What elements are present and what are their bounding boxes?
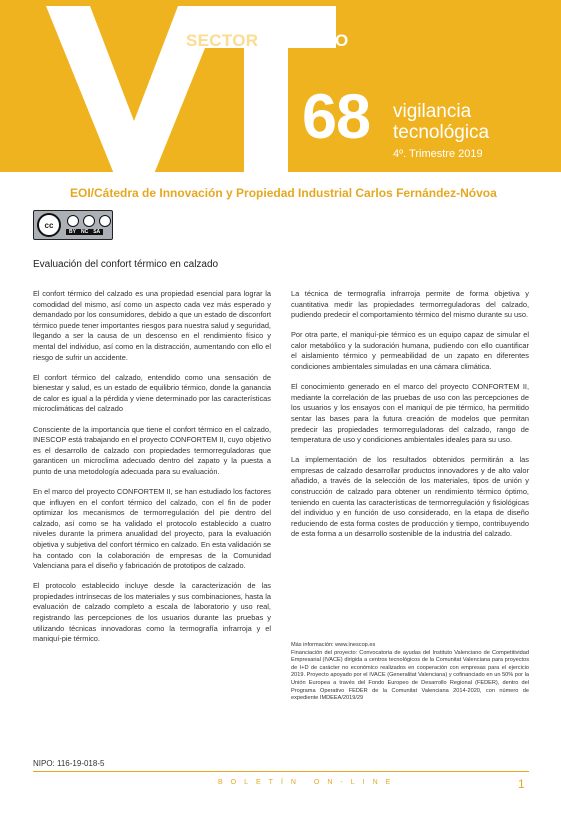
nc-icon [83, 215, 95, 227]
license-sa: SA [93, 229, 101, 235]
license-nc: NC [80, 229, 89, 235]
sa-icon [99, 215, 111, 227]
footer-label: BOLETÍN ON-LINE [218, 779, 399, 786]
issue-number: 68 [302, 82, 371, 152]
sector-name: CALZADO [263, 31, 349, 50]
organization-line: EOI/Cátedra de Innovación y Propiedad Industrial Carlos Fernández-Nóvoa [70, 186, 497, 200]
paragraph: El protocolo establecido incluye desde la caracterización de las propiedades intrínsecas de los materiales y sus combinaciones, hasta la evaluación de calzado completo a escala de laboratorio y uso real, registrando las percepciones de los usuarios durante las pruebas y utilizando técnicas innovadoras como la termografía infrarroja y el maniquí-pie térmico. [33, 581, 271, 644]
header-banner [0, 0, 561, 172]
paragraph: Por otra parte, el maniquí-pie térmico es un equipo capaz de simular el calor metabólico y la sudoración humana, pudiendo con ello cuantificar el aislamiento térmico y permeabilidad de un zapato en diferentes condiciones ambientales simuladas en una cámara climática. [291, 330, 529, 372]
paragraph: El confort térmico del calzado, entendido como una sensación de bienestar y salud, es un estado de equilibrio térmico, donde la ganancia de calor es igual a la pérdida y viene determinado por las características microclimáticas del calzado [33, 372, 271, 414]
paragraph: El conocimiento generado en el marco del proyecto CONFORTEM II, mediante la correlación de las pruebas de uso con las percepciones de los usuarios y los ensayos con el maniquí de pie térmico, ha permitido sentar las bases para la futura creación de modelos que permitan predecir las propiedades termorreguladoras del calzado, rango de temperatura de uso y condiciones ambientales ideales para su uso. [291, 382, 529, 445]
license-by: BY [69, 229, 76, 235]
paragraph: Consciente de la importancia que tiene el confort térmico en el calzado, INESCOP está trabajando en el proyecto CONFORTEM II, cuyo objetivo es el desarrollo de calzado con propiedades termorreguladoras que garanticen un microclima adecuado dentro del zapato y la puesta a punto de una metodología adecuada para su evaluación. [33, 424, 271, 476]
more-info-link[interactable]: Más información: www.inescop.es [291, 642, 376, 648]
publication-name-line2: tecnológica [393, 122, 490, 143]
publication-name-line1: vigilancia [393, 101, 472, 122]
nipo-code: NIPO: 116-19-018-5 [33, 759, 105, 768]
by-icon [67, 215, 79, 227]
paragraph: La técnica de termografía infrarroja permite de forma objetiva y cuantitativa medir las propiedades termorreguladoras del calzado, pudiendo predecir el comportamiento térmico del mismo durante su uso. [291, 289, 529, 320]
footer-divider [33, 771, 529, 772]
sector-label [186, 31, 349, 51]
funding-note [291, 642, 529, 703]
right-column [291, 289, 529, 549]
sector-word: SECTOR [186, 31, 259, 50]
paragraph: El confort térmico del calzado es una propiedad esencial para lograr la comodidad del mismo, así como un aspecto cada vez más esperado y demandado por los consumidores, debido a que un estado de disconfort térmico puede tener importantes riesgos para nuestra salud y seguridad, llegando a ser la causa de un descenso en el rendimiento físico y mental del individuo, así como en la distracción, aumentando con ello el riesgo de sufrir un accidente. [33, 289, 271, 362]
funding-text: Financiación del proyecto: Convocatoria de ayudas del Instituto Valenciano de Competitividad Empresarial (IVACE) dirigida a centros tecnológicos de la Comunitat Valenciana para proyectos de I+D de carácter no económico realizados en cooperación con empresas para el ejercicio 2019. Proyecto apoyado por el IVACE (Generalitat Valenciana) y cofinanciado en un 50% por la Unión Europea a través del Fondo Europeo de Desarrollo Regional (FEDER), dentro del Programa Operativo FEDER de la Comunitat Valenciana 2014-2020, con número de expediente IMDEEA/2019/29 [291, 649, 529, 702]
cc-license-badge [33, 210, 113, 240]
left-column [33, 289, 271, 654]
cc-icon: cc [37, 213, 61, 237]
page-number: 1 [518, 777, 525, 791]
paragraph: La implementación de los resultados obtenidos permitirán a las empresas de calzado desarrollar productos innovadores y de alto valor añadido, a través de la selección de los materiales, tipos de unión y construcción de calzado para obtener un rendimiento térmico óptimo, teniendo en cuenta las características de termorregulación y fisiológicas del individuo y en función de uso considerado, en la etapa de diseño reduciendo de esta forma costes de producción y tiempo, contribuyendo de esta forma a un desarrollo sostenible de la industria del calzado. [291, 455, 529, 539]
publication-name [393, 101, 489, 143]
article-title: Evaluación del confort térmico en calzado [33, 259, 219, 270]
issue-quarter: 4º. Trimestre 2019 [393, 148, 483, 160]
paragraph: En el marco del proyecto CONFORTEM II, se han estudiado los factores que influyen en el confort térmico del calzado, con el fin de poder optimizar los mecanismos de termorregulación del pie dentro del calzado, así como se ha validado el protocolo establecido a cuatro niveles durante la primera anualidad del proyecto, para la evaluación objetiva y subjetiva del confort térmico en calzado. En esta validación se ha contado con la colaboración de empresas de la Comunidad Valenciana para el diseño y fabricación de prototipos de calzado. [33, 487, 271, 571]
